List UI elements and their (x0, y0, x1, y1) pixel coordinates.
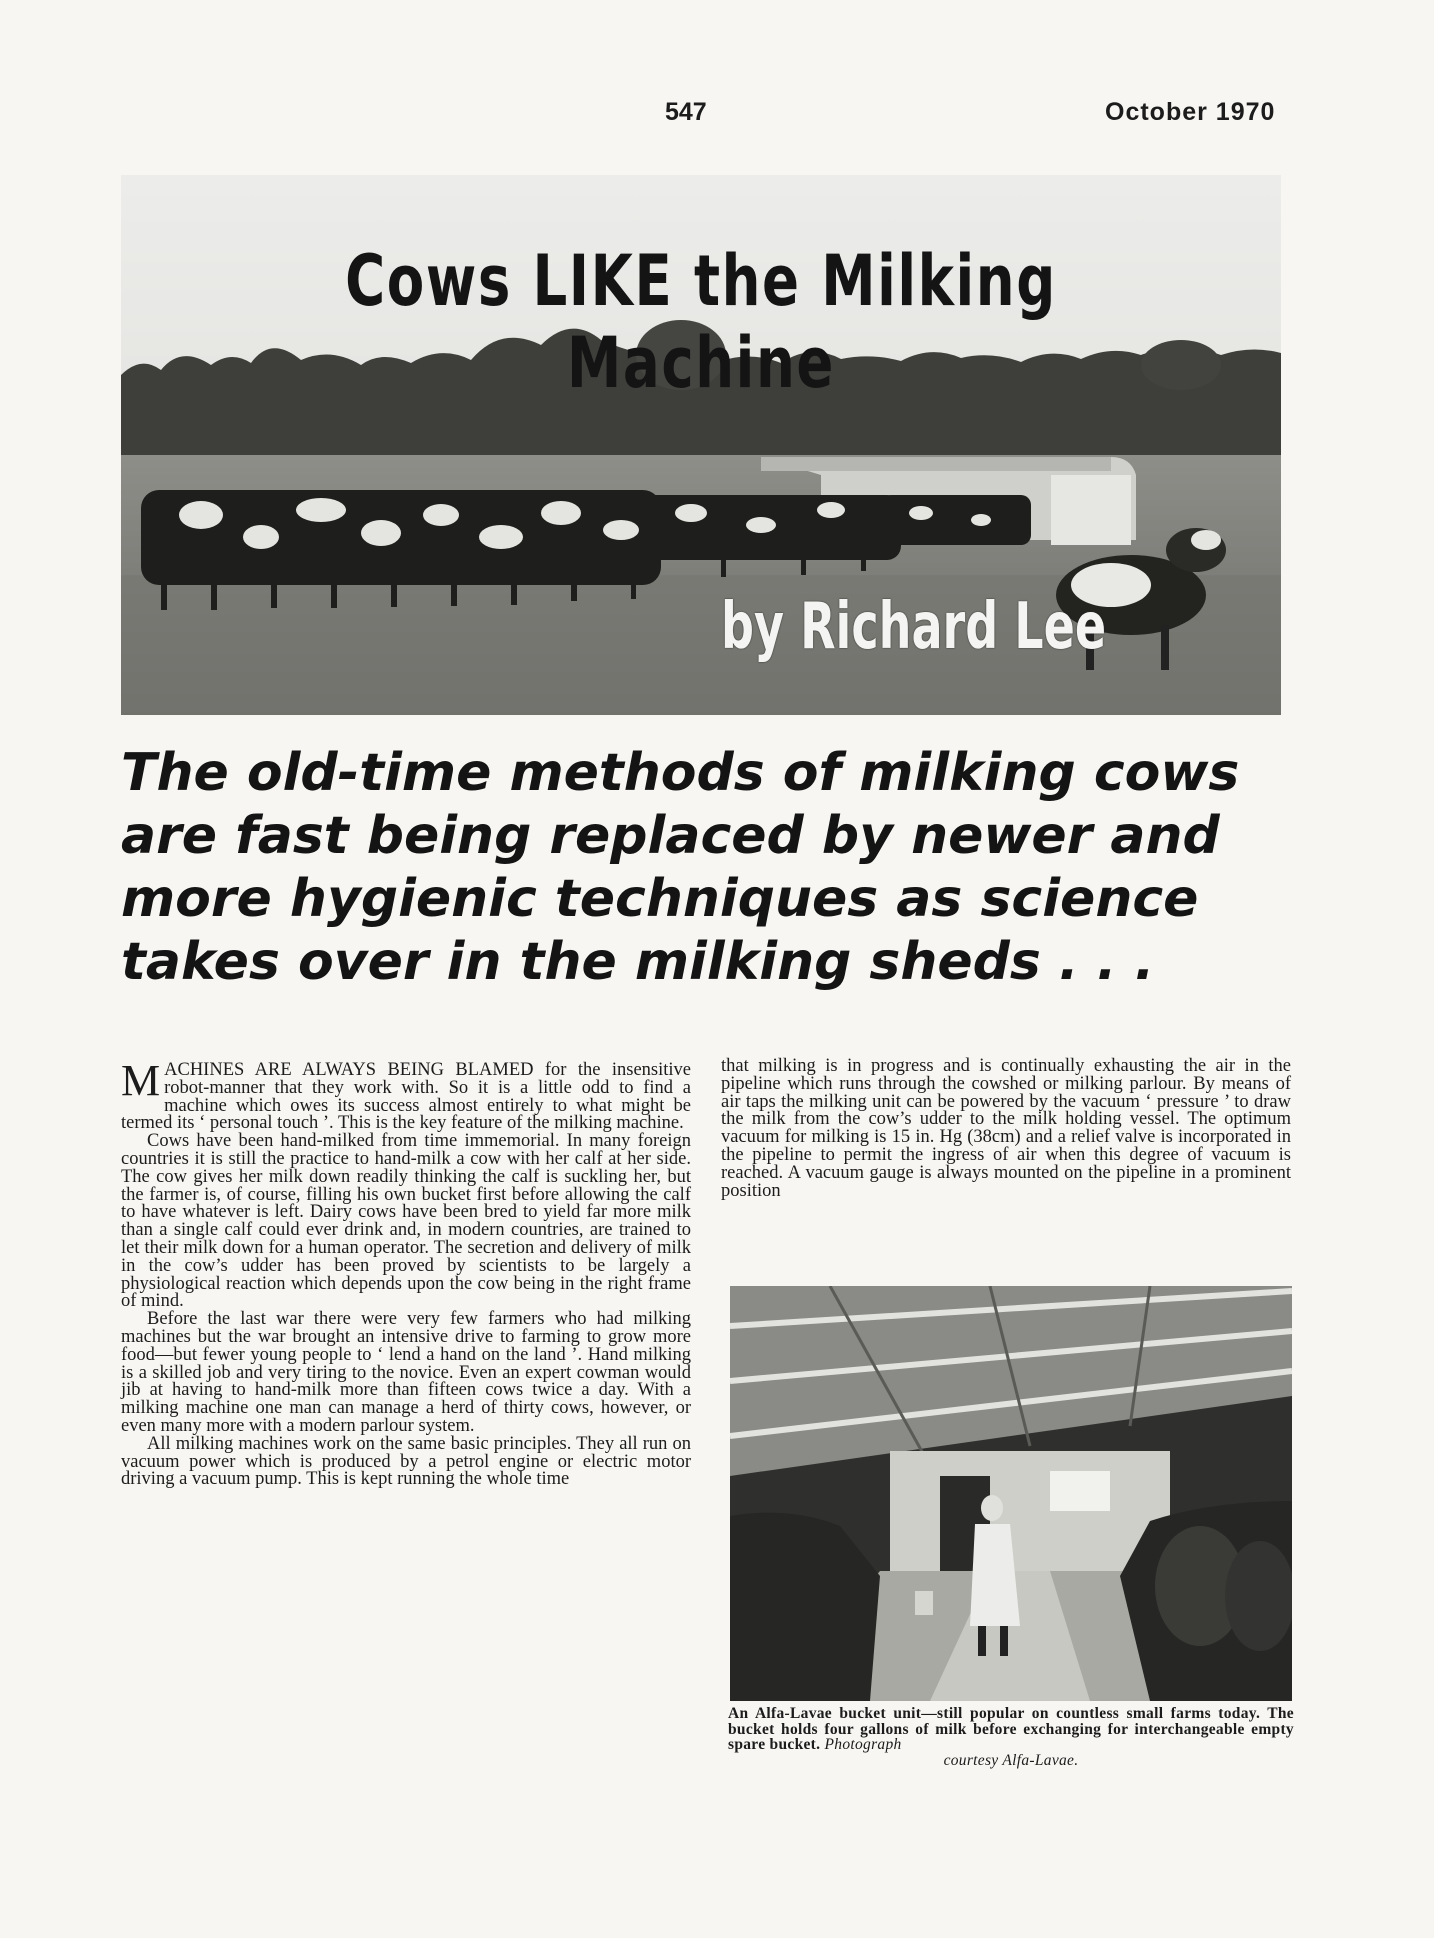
milking-shed-photo (730, 1286, 1292, 1701)
hero-photo (121, 175, 1281, 715)
drop-cap: M (121, 1056, 161, 1105)
article-paragraph: Cows have been hand-milked from time immemorial. In many foreign countries it is still the practice to hand-milk a cow with her calf at her side. The cow gives her milk down readily thinking the calf is suckling her, but the farmer is, of course, filling his own bucket first before allowing the calf to have whatever is left. Dairy cows have been bred to yield far more milk than a single calf could ever drink and, in modern countries, are trained to let their milk down for a human operator. The secretion and delivery of milk in the cow’s udder has been proved by scientists to be largely a physiological reaction which depends upon the cow being in the right frame of mind. (121, 1131, 691, 1312)
photo-caption (728, 1706, 1294, 1768)
article-paragraph: All milking machines work on the same basic principles. They all run on vacuum power which is produced by a petrol engine or electric motor driving a vacuum pump. This is kept running the whole time (121, 1433, 691, 1490)
article-title: Cows LIKE the Milking Machine (345, 240, 1057, 404)
article-paragraph (121, 1056, 691, 1134)
caption-credit-source: courtesy Alfa-Lavae. (943, 1751, 1079, 1769)
article-column-right (721, 1058, 1291, 1200)
issue-date: October 1970 (1105, 98, 1276, 126)
paragraph-text: ACHINES ARE ALWAYS BEING BLAMED for the insensitive robot-manner that they work with. So it is a little odd to find a machine which owes its success almost entirely to what might be termed its ‘ personal touch ’. This is the key feature of the milking machine. (121, 1060, 691, 1134)
article-paragraph: Before the last war there were very few farmers who had milking machines but the war brought an intensive drive to farming to grow more food—but fewer young people to ‘ lend a hand on the land ’. Hand milking is a skilled job and very tiring to the novice. Even an expert cowman would jib at having to hand-milk more than fifteen cows twice a day. With a milking machine one man can manage a herd of thirty cows, however, or even many more with a modern parlour system. (121, 1309, 691, 1436)
article-byline: by Richard Lee (721, 590, 1107, 664)
page-number: 547 (665, 98, 707, 126)
standfirst-headline: The old-time methods of milking cows are fast being replaced by newer and more hygienic techniques as science takes over in the milking sheds . . . (121, 743, 1240, 992)
caption-text: An Alfa-Lavae bucket unit—still popular on countless small farms today. The bucket holds four gallons of milk before exchanging for interchangeable empty spare bucket. (728, 1705, 1294, 1753)
article-paragraph: that milking is in progress and is continually exhausting the air in the pipeline which runs through the cowshed or milking parlour. By means of air taps the milking unit can be powered by the vacuum ‘ pressure ’ to draw the milk from the cow’s udder to the milk holding vessel. The optimum vacuum for milking is 15 in. Hg (38cm) and a relief valve is incorporated in the pipeline to permit the ingress of air when this degree of vacuum is reached. A vacuum gauge is always mounted on the pipeline in a prominent position (721, 1056, 1291, 1201)
caption-credit: Photograph (824, 1736, 902, 1753)
article-column-left (121, 1056, 691, 1490)
milking-shed-illustration (730, 1286, 1292, 1701)
